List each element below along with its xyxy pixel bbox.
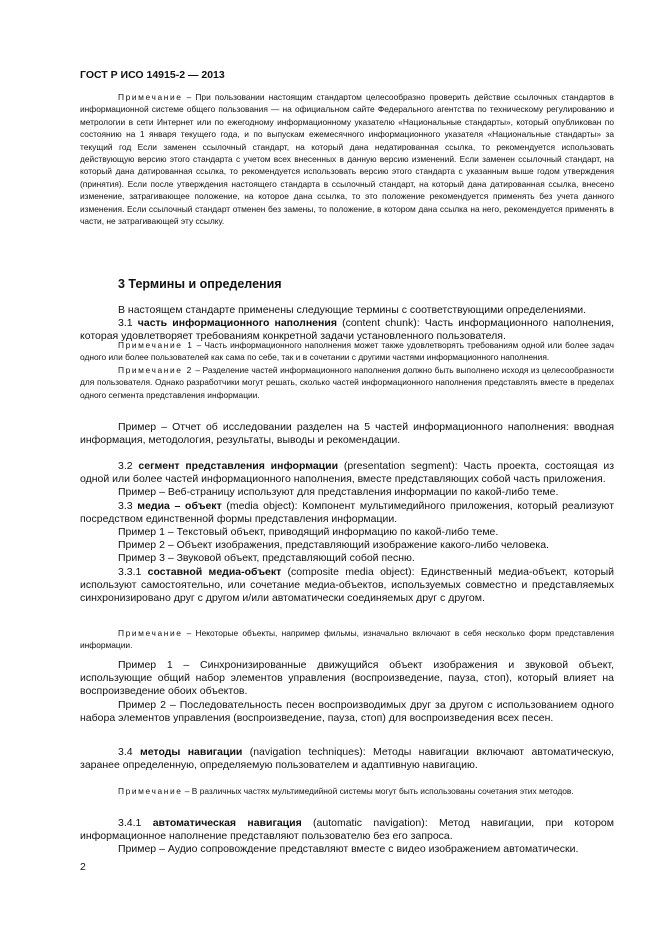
term-3-1: 3.1 часть информационного наполнения (content chunk): Часть информационного наполнения, которая удовлетворяет требованиям конкретной задачи установленного пользователя. (80, 317, 615, 343)
terms-3-2-3-3 (80, 460, 614, 605)
term-3-4-note (80, 785, 614, 797)
note-2: Примечание 2 – Разделение частей информационного наполнения должно быть выполнено исходя из целесообразности для пользователя. Однако разработчики могут решать, сколько частей информационного наполнения представлять вместе в пределах одного сегмента представления информации. (80, 364, 614, 400)
term-3-3-1-examples (80, 659, 614, 725)
term-3-4-1-text: 3.4.1 автоматическая навигация (automatic navigation): Метод навигации, при котором информационное наполнение представляют пользователю без его запроса. (80, 817, 614, 843)
term-title: составной медиа-объект (147, 565, 282, 578)
section-heading-block (80, 277, 614, 291)
section-intro: В настоящем стандарте применены следующие термины с соответствующими определениями. (118, 304, 587, 316)
note-references (80, 91, 614, 227)
term-title: часть информационного наполнения (137, 317, 337, 330)
section-body (80, 304, 614, 344)
page-number: 2 (80, 861, 86, 873)
example: Пример – Веб-страницу используют для представления информации по какой-либо теме. (118, 486, 559, 499)
term-3-4 (80, 746, 614, 772)
note-1: Примечание 1 – Часть информационного наполнения может также удовлетворять требованиям одной или более задач одного или более пользователей как сама по себе, так и в сочетании с другими частями информационного наполнения. (80, 340, 614, 363)
term-3-1-notes (80, 339, 614, 401)
example: Пример 2 – Последовательность песен воспроизводимых друг за другом с использованием одного набора элементов управления (воспроизведение, пауза, стоп) для воспроизведения всех песен. (80, 698, 614, 724)
term-title: автоматическая навигация (152, 817, 302, 829)
section-title: 3 Термины и определения (118, 277, 282, 291)
document-header: ГОСТ Р ИСО 14915-2 — 2013 (80, 69, 225, 81)
note-label: Примечание (118, 92, 183, 102)
term-title: сегмент представления информации (138, 460, 339, 472)
term-title: методы навигации (139, 746, 243, 758)
example: Пример – Аудио сопровождение представляют вместе с видео изображением автоматически. (118, 843, 579, 856)
example: Пример 3 – Звуковой объект, представляющий собой песню. (118, 552, 415, 565)
note-text: – При пользовании настоящим стандартом целесообразно проверить действие ссылочных стандартов в информационной системе общего пользования — на официальном сайте Федерального агентства по техническому регулированию и метрологии в сети Интернет или по ежегодному информационному указателю «Национальные стандарты», который опубликован по состоянию на 1 января текущего года, и по выпускам ежемесячного информационного указателя «Национальные стандарты» за текущий год Если заменен ссылочный стандарт, на который дана недатированная ссылка, то рекомендуется использовать действующую версию этого стандарта с учетом всех внесенных в данную версию изменений. Если заменен ссылочный стандарт, на который дана датированная ссылка, то рекомендуется использовать версию этого стандарта с указанным выше годом утверждения (принятия). Если после утверждения настоящего стандарта в ссылочный стандарт, на который дана датированная ссылка, внесено изменение, затрагивающее положение, на которое дана ссылка, то это положение рекомендуется применять без учета данного изменения. Если ссылочный стандарт отменен без замены, то положение, в котором дана ссылка на него, рекомендуется применять в части, не затрагивающей эту ссылку. (80, 92, 614, 227)
term-3-4-text: 3.4 методы навигации (navigation techniques): Методы навигации включают автоматическую, заранее определенную, определяемую пользователем и адаптивную навигацию. (80, 746, 614, 772)
note: Примечание – Некоторые объекты, например фильмы, изначально включают в себя несколько форм представления информации. (80, 628, 614, 651)
term-3-3-1: 3.3.1 составной медиа-объект (composite media object): Единственный медиа-объект, который используют самостоятельно, или сочетание медиа-объектов, используемых совместно и представляемых синхронизировано друг с другом и/или автоматически соединяемых друг с другом. (80, 565, 614, 605)
term-3-2: 3.2 сегмент представления информации (presentation segment): Часть проекта, состоящая из одной или более частей информационного наполнения, вместе представляющих собой часть приложения. (80, 460, 615, 486)
example: Пример 1 – Текстовый объект, приводящий информацию по какой-либо теме. (118, 526, 499, 539)
note-paragraph (80, 91, 614, 227)
example: Пример – Отчет об исследовании разделен на 5 частей информационного наполнения: вводная информация, методология, результаты, выводы и рекомендации. (80, 421, 614, 447)
example: Пример 2 – Объект изображения, представляющий изображение какого-либо человека. (118, 539, 549, 552)
term-title: медиа – объект (137, 499, 222, 512)
note: Примечание – В различных частях мультимедийной системы могут быть использованы сочетания этих методов. (118, 786, 574, 796)
term-3-4-1 (80, 817, 614, 857)
example: Пример 1 – Синхронизированные движущийся объект изображения и звуковой объект, использующие общий набор элементов управления (воспроизведение, пауза, стоп), который влияет на воспроизведение обоих объектов. (80, 659, 614, 698)
term-3-3-1-note (80, 627, 614, 652)
term-3-1-example (80, 421, 614, 447)
term-3-3: 3.3 медиа – объект (media object): Компонент мультимедийного приложения, который реализуют посредством единственной формы представления информации. (80, 499, 614, 525)
